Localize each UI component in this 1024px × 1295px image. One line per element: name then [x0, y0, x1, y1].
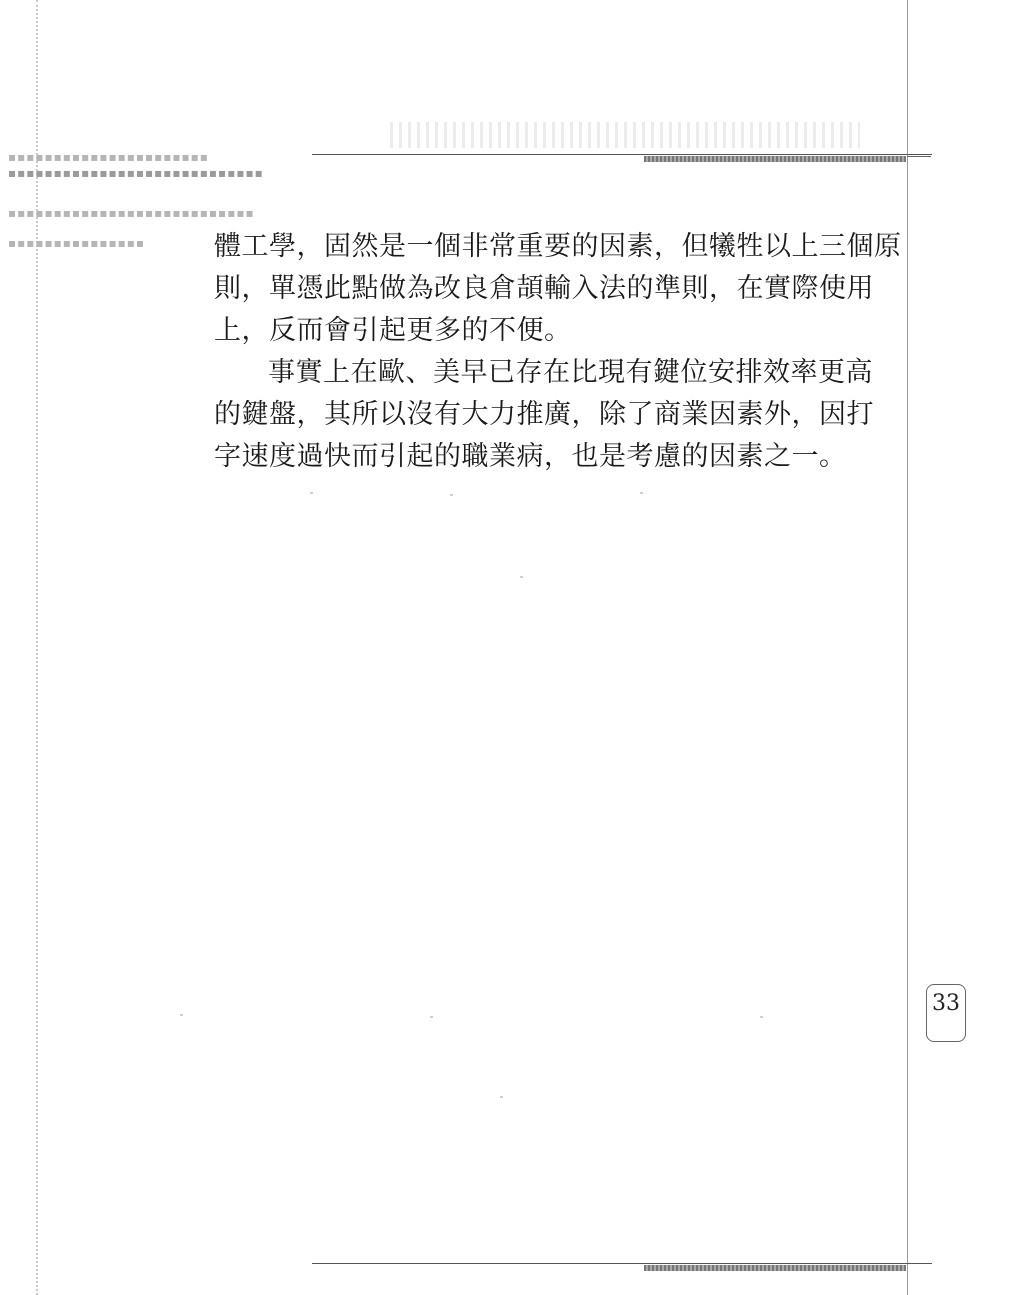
scan-speck: [500, 1096, 503, 1098]
text-line: 字速度過快而引起的職業病，也是考慮的因素之一。: [214, 441, 847, 472]
header-bleedthrough: [390, 122, 860, 148]
scan-margin-dots: [36, 0, 38, 1295]
header-rule-bar: [644, 156, 906, 162]
bleedthrough-text-3: ▪▪▪▪▪▪▪▪▪▪▪▪▪▪▪▪▪▪▪▪▪▪▪▪▪▪▪: [8, 206, 255, 220]
text-line: 事實上在歐、美早已存在比現有鍵位安排效率更高: [268, 357, 873, 388]
scan-speck: [450, 494, 453, 496]
body-text: [214, 226, 902, 478]
scan-speck: [430, 1016, 433, 1018]
header-rule: [312, 154, 932, 155]
text-line: 的鍵盤，其所以沒有大力推廣，除了商業因素外，因打: [214, 399, 874, 430]
bleedthrough-text-1: ▪▪▪▪▪▪▪▪▪▪▪▪▪▪▪▪▪▪▪▪▪▪: [8, 150, 209, 164]
footer-rule-bar: [644, 1265, 906, 1271]
scan-speck: [640, 492, 643, 494]
scan-speck: [520, 576, 523, 578]
text-line: 則，單憑此點做為改良倉頡輸入法的準則，在實際使用: [214, 273, 874, 304]
page-number-badge: [926, 984, 966, 1042]
scan-speck: [760, 1016, 763, 1018]
text-line: 上，反而會引起更多的不便。: [214, 315, 572, 346]
footer-rule: [312, 1263, 932, 1264]
bleedthrough-text-4: ▪▪▪▪▪▪▪▪▪▪▪▪▪▪▪: [8, 236, 145, 250]
header-rule-tick: [907, 156, 931, 157]
right-margin-rule: [907, 0, 908, 1295]
paragraph-1: [214, 226, 902, 352]
scan-speck: [180, 1014, 183, 1016]
scan-speck: [310, 492, 313, 494]
page-number: 33: [932, 991, 960, 1016]
text-line: 體工學，固然是一個非常重要的因素，但犧牲以上三個原: [214, 231, 902, 262]
paragraph-2: [214, 352, 874, 478]
bleedthrough-text-2: ▪▪▪▪▪▪▪▪▪▪▪▪▪▪▪▪▪▪▪▪▪▪▪▪▪▪▪▪: [8, 166, 264, 180]
